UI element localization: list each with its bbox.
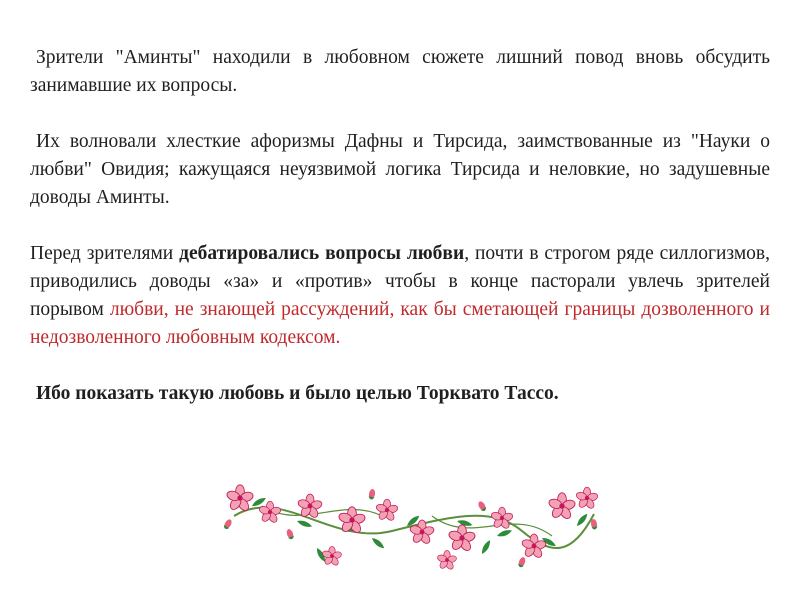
paragraph-3: [30, 240, 770, 352]
paragraph-3-start: Перед зрителями: [30, 243, 180, 264]
flower-garland-icon: [222, 476, 602, 572]
slide-text: [30, 44, 770, 436]
paragraph-1: Зрители "Аминты" находили в любовном сюжете лишний повод вновь обсудить занимавшие их вопросы.: [30, 47, 770, 96]
paragraph-3-bold: дебатировались вопросы любви: [179, 243, 465, 264]
paragraph-3-red: любви, не знающей рассуждений, как бы сметающей границы дозволенного и недозволенного любовным кодексом.: [30, 299, 770, 348]
paragraph-4: Ибо показать такую любовь и было целью Торквато Тассо.: [36, 383, 559, 404]
paragraph-3-middle: , почти в строгом ряде силлогизмов, приводились доводы «за» и «против» чтобы в конце пасторали увлечь зрителей порывом: [30, 243, 770, 320]
paragraph-2: Их волновали хлесткие афоризмы Дафны и Тирсида, заимствованные из "Науки о любви" Овидия; кажущаяся неуязвимой логика Тирсида и неловкие, но задушевные доводы Аминты.: [30, 131, 770, 208]
